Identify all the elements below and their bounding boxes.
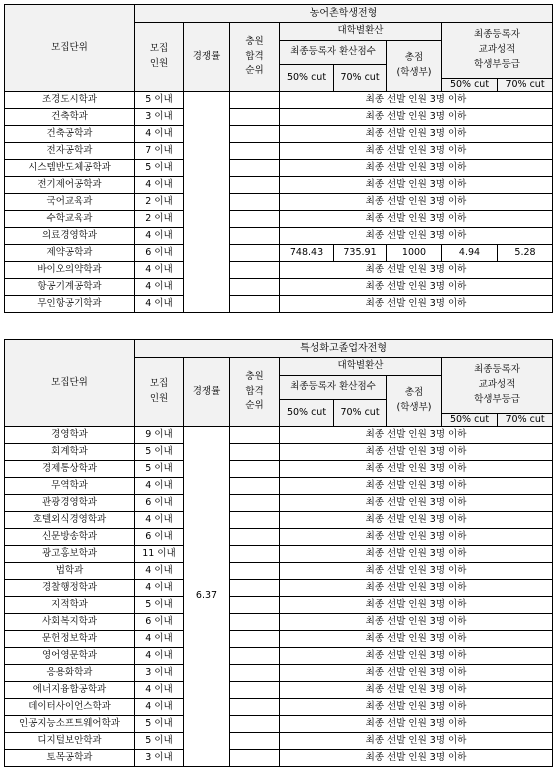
unit-cell: 바이오의약학과 — [5, 262, 135, 279]
waitlist-cell — [230, 682, 280, 699]
quota-cell: 5 이내 — [135, 461, 184, 478]
unit-cell: 법학과 — [5, 563, 135, 580]
header-conv-score: 최종등록자 환산점수 — [280, 41, 387, 65]
quota-cell: 4 이내 — [135, 296, 184, 313]
note-cell: 최종 선발 인원 3명 이하 — [280, 92, 553, 109]
quota-cell: 4 이내 — [135, 631, 184, 648]
note-cell: 최종 선발 인원 3명 이하 — [280, 211, 553, 228]
quota-cell: 3 이내 — [135, 665, 184, 682]
grade-cut70-cell: 5.28 — [498, 245, 553, 262]
table-row — [5, 750, 553, 767]
quota-cell: 6 이내 — [135, 614, 184, 631]
note-cell: 최종 선발 인원 3명 이하 — [280, 512, 553, 529]
quota-cell: 5 이내 — [135, 597, 184, 614]
waitlist-cell — [230, 194, 280, 211]
table-row — [5, 563, 553, 580]
unit-cell: 건축공학과 — [5, 126, 135, 143]
quota-cell: 4 이내 — [135, 682, 184, 699]
quota-cell: 7 이내 — [135, 143, 184, 160]
table-row — [5, 597, 553, 614]
waitlist-cell — [230, 733, 280, 750]
note-cell: 최종 선발 인원 3명 이하 — [280, 262, 553, 279]
note-cell: 최종 선발 인원 3명 이하 — [280, 631, 553, 648]
table-row — [5, 529, 553, 546]
table2-grid — [4, 339, 553, 767]
header-grade-cut50: 50% cut — [442, 79, 498, 92]
unit-cell: 호텔외식경영학과 — [5, 512, 135, 529]
quota-cell: 9 이내 — [135, 427, 184, 444]
quota-cell: 4 이내 — [135, 580, 184, 597]
note-cell: 최종 선발 인원 3명 이하 — [280, 597, 553, 614]
unit-cell: 시스템반도체공학과 — [5, 160, 135, 177]
unit-cell: 국어교육과 — [5, 194, 135, 211]
header-ratio: 경쟁률 — [184, 358, 230, 427]
header-total: 총점 (학생부) — [387, 376, 442, 427]
waitlist-cell — [230, 580, 280, 597]
quota-cell: 3 이내 — [135, 750, 184, 767]
waitlist-cell — [230, 665, 280, 682]
header-final-grade: 최종등록자 교과성적 학생부등급 — [442, 23, 553, 79]
waitlist-cell — [230, 296, 280, 313]
quota-cell: 4 이내 — [135, 228, 184, 245]
note-cell: 최종 선발 인원 3명 이하 — [280, 648, 553, 665]
unit-cell: 무역학과 — [5, 478, 135, 495]
competition-cell: 6.37 — [184, 427, 230, 767]
table-row — [5, 211, 553, 228]
unit-cell: 제약공학과 — [5, 245, 135, 262]
header-conv-score: 최종등록자 환산점수 — [280, 376, 387, 400]
unit-cell: 전자공학과 — [5, 143, 135, 160]
header-conversion: 대학별환산 — [280, 358, 442, 376]
table-row — [5, 546, 553, 563]
waitlist-cell — [230, 648, 280, 665]
table-row — [5, 177, 553, 194]
note-cell: 최종 선발 인원 3명 이하 — [280, 427, 553, 444]
table-row — [5, 262, 553, 279]
table-row — [5, 648, 553, 665]
score-cut70-cell: 735.91 — [334, 245, 387, 262]
unit-cell: 디지털보안학과 — [5, 733, 135, 750]
quota-cell: 11 이내 — [135, 546, 184, 563]
unit-cell: 관광경영학과 — [5, 495, 135, 512]
waitlist-cell — [230, 478, 280, 495]
quota-cell: 4 이내 — [135, 648, 184, 665]
note-cell: 최종 선발 인원 3명 이하 — [280, 228, 553, 245]
unit-cell: 영어영문학과 — [5, 648, 135, 665]
table-row — [5, 665, 553, 682]
waitlist-cell — [230, 716, 280, 733]
header-score-cut70: 70% cut — [334, 65, 387, 92]
table-row — [5, 296, 553, 313]
unit-cell: 인공지능소프트웨어학과 — [5, 716, 135, 733]
note-cell: 최종 선발 인원 3명 이하 — [280, 444, 553, 461]
header-ratio: 경쟁률 — [184, 23, 230, 92]
waitlist-cell — [230, 177, 280, 194]
quota-cell: 4 이내 — [135, 478, 184, 495]
header-grade-cut70: 70% cut — [498, 414, 553, 427]
note-cell: 최종 선발 인원 3명 이하 — [280, 716, 553, 733]
note-cell: 최종 선발 인원 3명 이하 — [280, 160, 553, 177]
note-cell: 최종 선발 인원 3명 이하 — [280, 109, 553, 126]
quota-cell: 4 이내 — [135, 563, 184, 580]
table-row — [5, 92, 553, 109]
note-cell: 최종 선발 인원 3명 이하 — [280, 296, 553, 313]
note-cell: 최종 선발 인원 3명 이하 — [280, 580, 553, 597]
waitlist-cell — [230, 427, 280, 444]
score-cut50-cell: 748.43 — [280, 245, 334, 262]
note-cell: 최종 선발 인원 3명 이하 — [280, 194, 553, 211]
header-quota: 모집 인원 — [135, 23, 184, 92]
table-row — [5, 194, 553, 211]
unit-cell: 의료경영학과 — [5, 228, 135, 245]
table-row — [5, 733, 553, 750]
note-cell: 최종 선발 인원 3명 이하 — [280, 478, 553, 495]
table-row — [5, 427, 553, 444]
total-cell: 1000 — [387, 245, 442, 262]
table-title: 특성화고졸업자전형 — [135, 340, 553, 358]
waitlist-cell — [230, 495, 280, 512]
quota-cell: 2 이내 — [135, 211, 184, 228]
unit-cell: 토목공학과 — [5, 750, 135, 767]
unit-cell: 항공기계공학과 — [5, 279, 135, 296]
header-score-cut50: 50% cut — [280, 65, 334, 92]
note-cell: 최종 선발 인원 3명 이하 — [280, 126, 553, 143]
table-row — [5, 478, 553, 495]
table-row — [5, 143, 553, 160]
unit-cell: 신문방송학과 — [5, 529, 135, 546]
table1-grid — [4, 4, 553, 313]
quota-cell: 2 이내 — [135, 194, 184, 211]
unit-cell: 조경도시학과 — [5, 92, 135, 109]
table-row — [5, 512, 553, 529]
waitlist-cell — [230, 228, 280, 245]
header-grade-cut70: 70% cut — [498, 79, 553, 92]
quota-cell: 4 이내 — [135, 699, 184, 716]
table-row — [5, 228, 553, 245]
table-row — [5, 716, 553, 733]
table-row — [5, 160, 553, 177]
note-cell: 최종 선발 인원 3명 이하 — [280, 699, 553, 716]
table-row — [5, 682, 553, 699]
table-row — [5, 631, 553, 648]
header-quota: 모집 인원 — [135, 358, 184, 427]
header-conversion: 대학별환산 — [280, 23, 442, 41]
unit-cell: 경제통상학과 — [5, 461, 135, 478]
quota-cell: 6 이내 — [135, 245, 184, 262]
note-cell: 최종 선발 인원 3명 이하 — [280, 279, 553, 296]
note-cell: 최종 선발 인원 3명 이하 — [280, 495, 553, 512]
table-title: 농어촌학생전형 — [135, 5, 553, 23]
waitlist-cell — [230, 631, 280, 648]
unit-cell: 건축학과 — [5, 109, 135, 126]
header-waitlist: 충원 합격 순위 — [230, 358, 280, 427]
waitlist-cell — [230, 262, 280, 279]
note-cell: 최종 선발 인원 3명 이하 — [280, 177, 553, 194]
competition-cell — [184, 92, 230, 313]
quota-cell: 5 이내 — [135, 444, 184, 461]
grade-cut50-cell: 4.94 — [442, 245, 498, 262]
table-row — [5, 461, 553, 478]
note-cell: 최종 선발 인원 3명 이하 — [280, 529, 553, 546]
waitlist-cell — [230, 109, 280, 126]
waitlist-cell — [230, 126, 280, 143]
header-grade-cut50: 50% cut — [442, 414, 498, 427]
quota-cell: 3 이내 — [135, 109, 184, 126]
table-row — [5, 495, 553, 512]
unit-cell: 회계학과 — [5, 444, 135, 461]
quota-cell: 5 이내 — [135, 160, 184, 177]
note-cell: 최종 선발 인원 3명 이하 — [280, 733, 553, 750]
unit-cell: 데이터사이언스학과 — [5, 699, 135, 716]
waitlist-cell — [230, 546, 280, 563]
waitlist-cell — [230, 160, 280, 177]
header-unit: 모집단위 — [5, 340, 135, 427]
unit-cell: 광고홍보학과 — [5, 546, 135, 563]
table-row — [5, 699, 553, 716]
waitlist-cell — [230, 245, 280, 262]
unit-cell: 경영학과 — [5, 427, 135, 444]
unit-cell: 무인항공기학과 — [5, 296, 135, 313]
unit-cell: 응용화학과 — [5, 665, 135, 682]
quota-cell: 4 이내 — [135, 177, 184, 194]
table-row — [5, 245, 553, 262]
waitlist-cell — [230, 444, 280, 461]
note-cell: 최종 선발 인원 3명 이하 — [280, 614, 553, 631]
table-row — [5, 109, 553, 126]
unit-cell: 사회복지학과 — [5, 614, 135, 631]
note-cell: 최종 선발 인원 3명 이하 — [280, 682, 553, 699]
header-unit: 모집단위 — [5, 5, 135, 92]
waitlist-cell — [230, 512, 280, 529]
unit-cell: 수학교육과 — [5, 211, 135, 228]
quota-cell: 6 이내 — [135, 495, 184, 512]
table-row — [5, 444, 553, 461]
header-final-grade: 최종등록자 교과성적 학생부등급 — [442, 358, 553, 414]
header-total: 총점 (학생부) — [387, 41, 442, 92]
unit-cell: 지적학과 — [5, 597, 135, 614]
note-cell: 최종 선발 인원 3명 이하 — [280, 546, 553, 563]
quota-cell: 5 이내 — [135, 716, 184, 733]
table-row — [5, 279, 553, 296]
quota-cell: 4 이내 — [135, 512, 184, 529]
quota-cell: 5 이내 — [135, 733, 184, 750]
header-score-cut50: 50% cut — [280, 400, 334, 427]
quota-cell: 6 이내 — [135, 529, 184, 546]
waitlist-cell — [230, 750, 280, 767]
quota-cell: 4 이내 — [135, 279, 184, 296]
waitlist-cell — [230, 614, 280, 631]
header-waitlist: 충원 합격 순위 — [230, 23, 280, 92]
waitlist-cell — [230, 461, 280, 478]
unit-cell: 경찰행정학과 — [5, 580, 135, 597]
quota-cell: 5 이내 — [135, 92, 184, 109]
waitlist-cell — [230, 529, 280, 546]
unit-cell: 에너지융합공학과 — [5, 682, 135, 699]
unit-cell: 전기제어공학과 — [5, 177, 135, 194]
note-cell: 최종 선발 인원 3명 이하 — [280, 750, 553, 767]
waitlist-cell — [230, 563, 280, 580]
table-row — [5, 126, 553, 143]
quota-cell: 4 이내 — [135, 126, 184, 143]
unit-cell: 문헌정보학과 — [5, 631, 135, 648]
waitlist-cell — [230, 279, 280, 296]
waitlist-cell — [230, 211, 280, 228]
note-cell: 최종 선발 인원 3명 이하 — [280, 563, 553, 580]
waitlist-cell — [230, 597, 280, 614]
quota-cell: 4 이내 — [135, 262, 184, 279]
note-cell: 최종 선발 인원 3명 이하 — [280, 665, 553, 682]
note-cell: 최종 선발 인원 3명 이하 — [280, 143, 553, 160]
waitlist-cell — [230, 92, 280, 109]
note-cell: 최종 선발 인원 3명 이하 — [280, 461, 553, 478]
header-score-cut70: 70% cut — [334, 400, 387, 427]
table-row — [5, 580, 553, 597]
table-row — [5, 614, 553, 631]
waitlist-cell — [230, 143, 280, 160]
waitlist-cell — [230, 699, 280, 716]
